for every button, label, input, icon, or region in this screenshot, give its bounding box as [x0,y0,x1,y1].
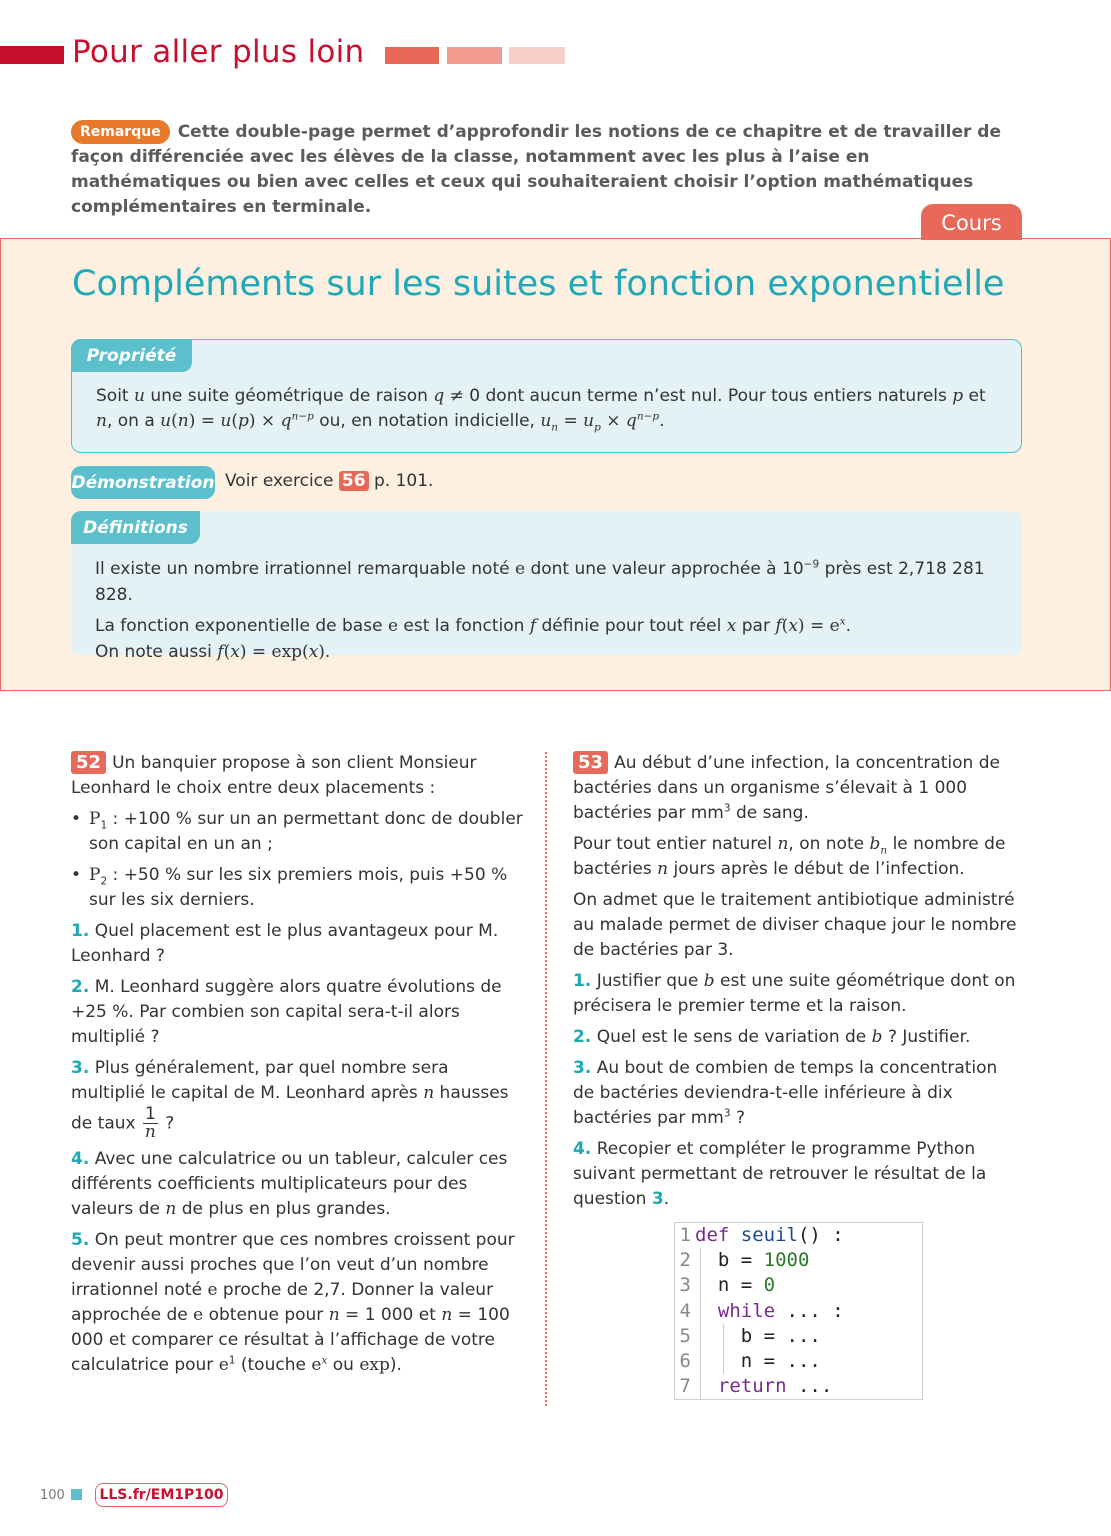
exercise-53: 53 Au début d’une infection, la concentration de bactéries dans un organisme s’élevait à 1 000 bactéries par $mm^3$ de sang. Pour tout entier naturel n, on note $b_n$ le nombre de bactéries n jours après le début de l’infection. On admet que le traitement antibiotique administré au malade permet de diviser chaque jour le nombre de bactéries par 3. 1. Justifier que b est une suite géométrique dont on précisera le premier terme et la raison. 2. Quel est le sens de variation de b ? Justifier. 3. Au bout de combien de temps la concentration de bactéries deviendra-t-elle inférieure à dix bactéries par $mm^3$ ? 4. Recopier et compléter le programme Python suivant permettant de retrouver le résultat de la question 3. [573,752,1017,1209]
exercise-link-badge[interactable]: 56 [339,471,369,491]
list-item: • $P_1$ : +100 % sur un an permettant donc de doubler son capital en un an ; [71,807,523,857]
resource-link[interactable]: LLS.fr/EM1P100 [95,1483,228,1507]
demonstration-label: Démonstration [71,466,215,499]
propriete-text: Soit u une suite géométrique de raison q ≠ 0 dont aucun terme n’est nul. Pour tous entiers naturels p et n, on a $u(n) = u(p) \times q^{n-p}$ ou, en notation indicielle, $u_n = u_p \times q^{n-p}$. [96,386,986,434]
code-line: 5 b = ... [675,1324,922,1349]
code-line: 4 while ... : [675,1299,922,1324]
header-decor-block [447,47,502,64]
footer-marker [71,1489,82,1500]
code-line: 6 n = ... [675,1349,922,1374]
demonstration-text: Voir exercice 56 p. 101. [225,471,434,491]
header-accent-bar [0,46,64,64]
code-line: 7 return ... [675,1374,922,1399]
page-number: 100 [40,1488,65,1503]
remark-text: Cette double-page permet d’approfondir les notions de ce chapitre et de travailler de façon différenciée avec les élèves de la classe, notamment avec les plus à l’aise en mathématiques ou bien avec celles et ceux qui souhaiteraient choisir l’option mathématiques complémentaires en terminale. [71,122,1001,217]
propriete-label: Propriété [71,339,192,372]
cours-title: Compléments sur les suites et fonction exponentielle [72,264,1005,304]
placement-list [71,807,523,913]
python-code-block [674,1222,923,1400]
header-decor-block [385,47,439,64]
code-line: 2 b = 1000 [675,1248,922,1273]
code-line: 3 n = 0 [675,1273,922,1298]
cours-tab: Cours [921,204,1022,240]
code-line: 1 def seuil() : [679,1224,844,1246]
exercise-number: 53 [573,751,608,774]
exercise-number: 52 [71,751,106,774]
definitions-text: Il existe un nombre irrationnel remarquable noté e dont une valeur approchée à $10^{-9}$ près est 2,718 281 828. La fonction exponentielle de base e est la fonction f définie pour tout réel x par $f(x) = e^x$. On note aussi f(x) = exp(x). [95,558,985,662]
remark-label: Remarque [71,120,170,144]
list-item: • $P_2$ : +50 % sur les six premiers mois, puis +50 % sur les six derniers. [71,863,523,913]
header-decor-block [509,47,565,64]
definitions-label: Définitions [71,511,200,544]
remark-paragraph [71,120,1001,220]
page-title: Pour aller plus loin [72,34,365,70]
column-divider [545,752,547,1406]
exercise-52: 52 Un banquier propose à son client Monsieur Leonhard le choix entre deux placements : • $P_1$ : +100 % sur un an permettant donc de doubler son capital en un an ; • $P_2$ : +50 % sur les six premiers mois, puis +50 % sur les six derniers. 1. Quel placement est le plus avantageux pour M. Leonhard ? 2. M. Leonhard suggère alors quatre évolutions de +25 %. Par combien son capital sera-t-il alors multiplié ? 3. Plus généralement, par quel nombre sera multiplié le capital de M. Leonhard après n hausses de taux $\frac{1}{n}$ ? 4. Avec une calculatrice ou un tableur, calculer ces différents coefficients multiplicateurs pour des valeurs de n de plus en plus grandes. 5. On peut montrer que ces nombres croissent pour devenir aussi proches que l’on veut d’un nombre irrationnel noté e proche de 2,7. Donner la valeur approchée de e obtenue pour n = 1 000 et n = 100 000 et comparer ce résultat à l’affichage de votre calculatrice pour $e^1$ (touche $e^x$ ou exp). [71,751,523,1384]
